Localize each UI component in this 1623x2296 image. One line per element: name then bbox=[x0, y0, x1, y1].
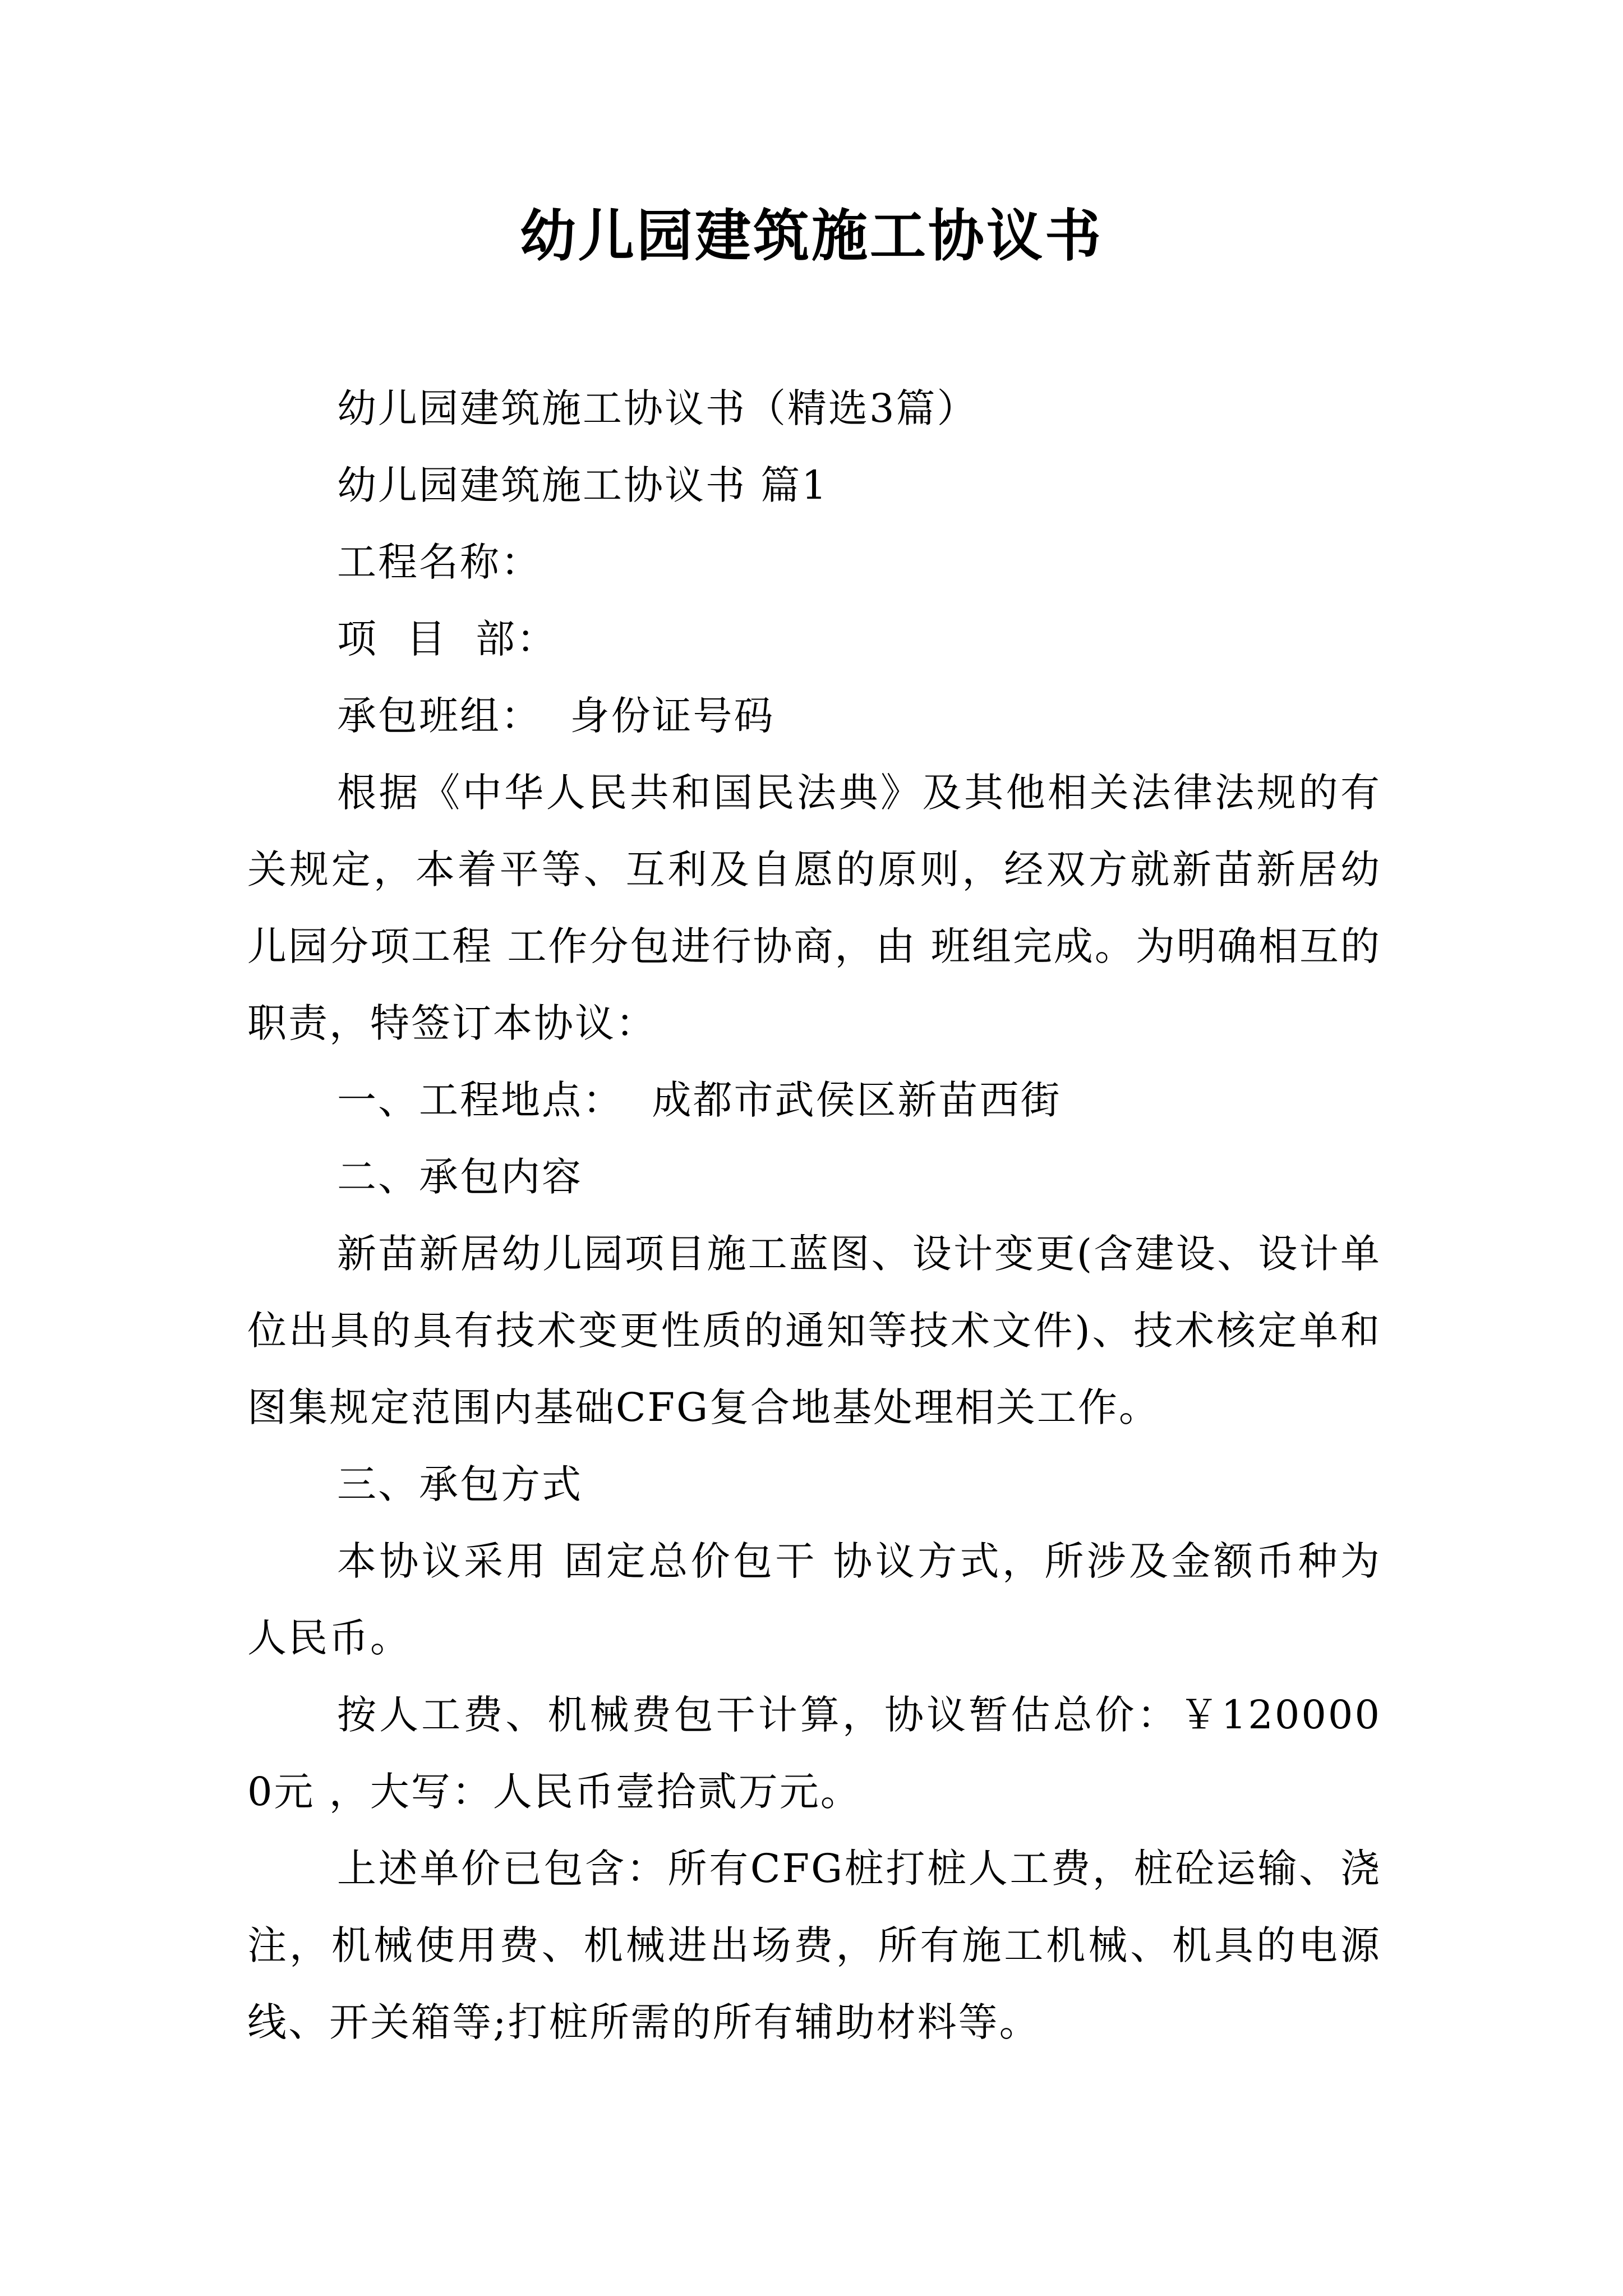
paragraph-method-content: 本协议采用 固定总价包干 协议方式，所涉及金额币种为人民币。 bbox=[247, 1538, 1381, 1661]
document-body bbox=[247, 370, 1381, 2061]
paragraph-price: 按人工费、机械费包干计算，协议暂估总价：￥1200000元 ，大写：人民币壹拾贰万元。 bbox=[247, 1692, 1381, 1815]
paragraph-project-name: 工程名称： bbox=[337, 539, 542, 585]
paragraph-price-includes: 上述单价已包含：所有CFG桩打桩人工费，桩砼运输、浇注，机械使用费、机械进出场费，所有施工机械、机具的电源线、开关箱等;打桩所需的所有辅助材料等。 bbox=[247, 1846, 1381, 2045]
document-title: 幼儿园建筑施工协议书 bbox=[520, 203, 1103, 269]
paragraph-project-dept: 项 目 部： bbox=[337, 616, 558, 662]
paragraph-location: 一、工程地点： 成都市武侯区新苗西街 bbox=[337, 1077, 1062, 1123]
paragraph-contractor-team: 承包班组： 身份证号码 bbox=[337, 693, 775, 739]
paragraph-section-heading: 幼儿园建筑施工协议书 篇1 bbox=[337, 462, 828, 508]
paragraph-scope-content: 新苗新居幼儿园项目施工蓝图、设计变更(含建设、设计单位出具的具有技术变更性质的通知等技术文件)、技术核定单和图集规定范围内基础CFG复合地基处理相关工作。 bbox=[247, 1231, 1381, 1430]
paragraph-method-heading: 三、承包方式 bbox=[337, 1461, 583, 1507]
paragraph-scope-heading: 二、承包内容 bbox=[337, 1154, 583, 1200]
paragraph-preamble: 根据《中华人民共和国民法典》及其他相关法律法规的有关规定，本着平等、互利及自愿的原则，经双方就新苗新居幼儿园分项工程 工作分包进行协商，由 班组完成。为明确相互的职责，特签订本协议： bbox=[247, 770, 1381, 1046]
paragraph-subtitle: 幼儿园建筑施工协议书（精选3篇） bbox=[337, 385, 978, 431]
